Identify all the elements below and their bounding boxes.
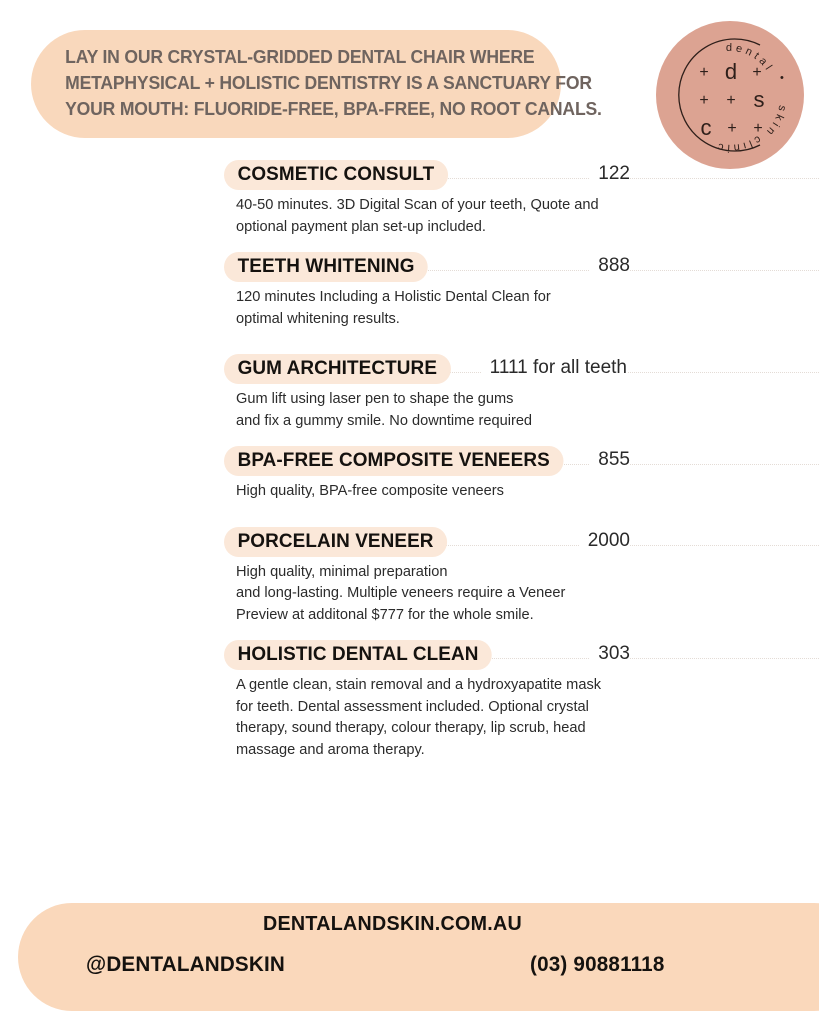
service-header xyxy=(0,252,819,282)
service-description-line: for teeth. Dental assessment included. Optional crystal xyxy=(236,698,589,715)
service-description-line: 120 minutes Including a Holistic Dental Clean for xyxy=(236,289,551,305)
service-description xyxy=(236,389,636,432)
logo-separator-dot: • xyxy=(780,72,784,84)
logo-circle-icon xyxy=(656,21,804,169)
service-title[interactable]: COSMETIC CONSULT xyxy=(224,160,448,190)
service-description-line: and long-lasting. Multiple veneers require a Veneer xyxy=(236,585,566,601)
service-description-line: 40-50 minutes. 3D Digital Scan of your teeth, Quote and xyxy=(236,197,599,213)
service-price: 855 xyxy=(589,446,630,474)
service-title[interactable]: TEETH WHITENING xyxy=(224,252,428,282)
service-description-line: therapy, sound therapy, colour therapy, lip scrub, head xyxy=(236,720,586,736)
service-description-line: Gum lift using laser pen to shape the gums xyxy=(236,391,514,407)
footer-phone-number[interactable]: (03) 90881118 xyxy=(530,952,665,976)
service-item xyxy=(0,446,819,503)
service-item xyxy=(0,354,819,432)
footer-instagram-handle[interactable]: @DENTALANDSKIN xyxy=(86,952,286,976)
service-description-line: optional payment plan set-up included. xyxy=(236,218,486,235)
service-title[interactable]: PORCELAIN VENEER xyxy=(224,527,447,557)
brand-logo xyxy=(656,21,804,169)
service-price: 2000 xyxy=(579,527,630,555)
service-price: 122 xyxy=(589,160,630,188)
service-description xyxy=(236,562,636,627)
logo-grid-0-0: + xyxy=(699,64,709,81)
service-header xyxy=(0,527,819,557)
service-description-line: massage and aroma therapy. xyxy=(236,741,425,758)
service-title[interactable]: BPA-FREE COMPOSITE VENEERS xyxy=(224,446,563,476)
service-description-line: A gentle clean, stain removal and a hydroxyapatite mask xyxy=(236,677,602,693)
logo-grid-2-2: + xyxy=(753,120,763,137)
service-title[interactable]: GUM ARCHITECTURE xyxy=(224,354,451,384)
footer-website[interactable]: DENTALANDSKIN.COM.AU xyxy=(262,912,523,935)
service-description xyxy=(236,195,636,238)
service-header xyxy=(0,160,819,190)
header-banner xyxy=(31,30,602,138)
logo-arc-text-skin: skin xyxy=(761,104,789,140)
service-description-line: and fix a gummy smile. No downtime required xyxy=(236,412,533,429)
header-line-2: METAPHYSICAL + HOLISTIC DENTISTRY IS A SANCTUARY FOR xyxy=(65,72,592,93)
service-price: 888 xyxy=(589,252,630,280)
service-title[interactable]: HOLISTIC DENTAL CLEAN xyxy=(224,640,492,670)
service-price: 303 xyxy=(589,640,630,668)
service-item xyxy=(0,527,819,627)
logo-grid-0-1: d xyxy=(724,59,738,84)
service-item xyxy=(0,640,819,761)
service-description-line: Preview at additonal $777 for the whole smile. xyxy=(236,606,534,623)
service-description xyxy=(236,481,636,503)
service-price: 1111 for all teeth xyxy=(481,354,627,382)
services-list xyxy=(0,160,819,767)
service-description-line: optimal whitening results. xyxy=(236,310,400,327)
service-header xyxy=(0,446,819,476)
logo-grid-0-2: + xyxy=(752,64,762,81)
logo-grid-1-2: s xyxy=(753,87,765,112)
service-item xyxy=(0,160,819,238)
logo-grid-2-1: + xyxy=(727,120,737,137)
logo-grid-2-0: c xyxy=(700,115,712,140)
logo-grid-1-1: + xyxy=(726,92,736,109)
header-line-3: YOUR MOUTH: FLUORIDE-FREE, BPA-FREE, NO ROOT CANALS. xyxy=(65,98,602,119)
service-description-line: High quality, BPA-free composite veneers xyxy=(236,483,504,499)
service-item xyxy=(0,252,819,330)
logo-arc-text-dental: dental xyxy=(725,41,776,75)
service-description xyxy=(236,675,636,761)
service-header xyxy=(0,354,819,384)
service-description-line: High quality, minimal preparation xyxy=(236,563,448,580)
logo-grid-1-0: + xyxy=(699,92,709,109)
logo-arc-text-clinic: clinic xyxy=(713,132,763,154)
service-description xyxy=(236,287,636,330)
header-line-1: LAY IN OUR CRYSTAL-GRIDDED DENTAL CHAIR WHERE xyxy=(65,46,535,67)
service-header xyxy=(0,640,819,670)
